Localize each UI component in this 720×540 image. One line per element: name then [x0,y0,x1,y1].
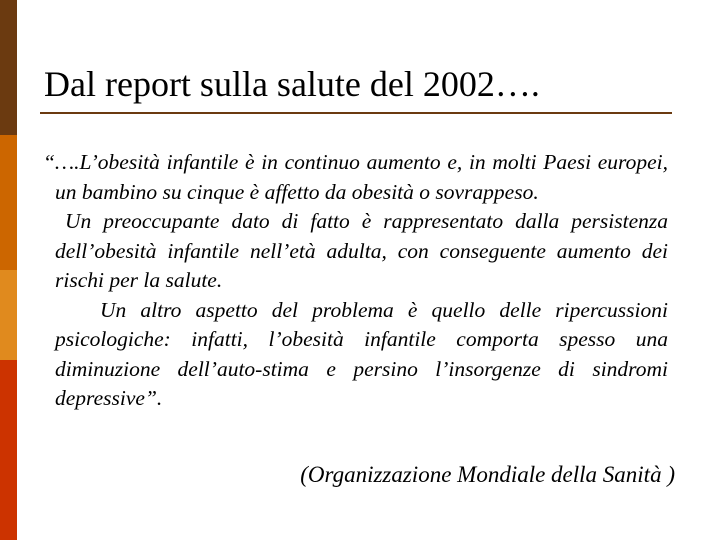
accent-bar-upper-middle [0,135,17,270]
source-citation: (Organizzazione Mondiale della Sanità ) [300,462,675,487]
slide-title: Dal report sulla salute del 2002…. [44,64,540,104]
quote-paragraph-1 [43,148,668,207]
opening-quote-mark: “ [43,150,55,174]
quote-paragraph-1-text: ….L’obesità infantile è in continuo aumento e, in molti Paesi europei, un bambino su cinque è affetto da obesità o sovrappeso. [54,150,668,204]
quote-paragraph-3: Un altro aspetto del problema è quello delle ripercussioni psicologiche: infatti, l’obesità infantile comporta spesso una diminuzione dell’auto-stima e persino l’insorgenze di sindromi depressive”. [55,297,668,410]
accent-bar-bottom [0,360,17,540]
quote-paragraph-2: Un preoccupante dato di fatto è rappresentato dalla persistenza dell’obesità infantile nell’età adulta, con conseguente aumento dei rischi per la salute. [55,209,668,292]
accent-bar-lower-middle [0,270,17,360]
quote-body [43,148,668,414]
accent-bar-top [0,0,17,135]
title-underline [40,112,672,114]
